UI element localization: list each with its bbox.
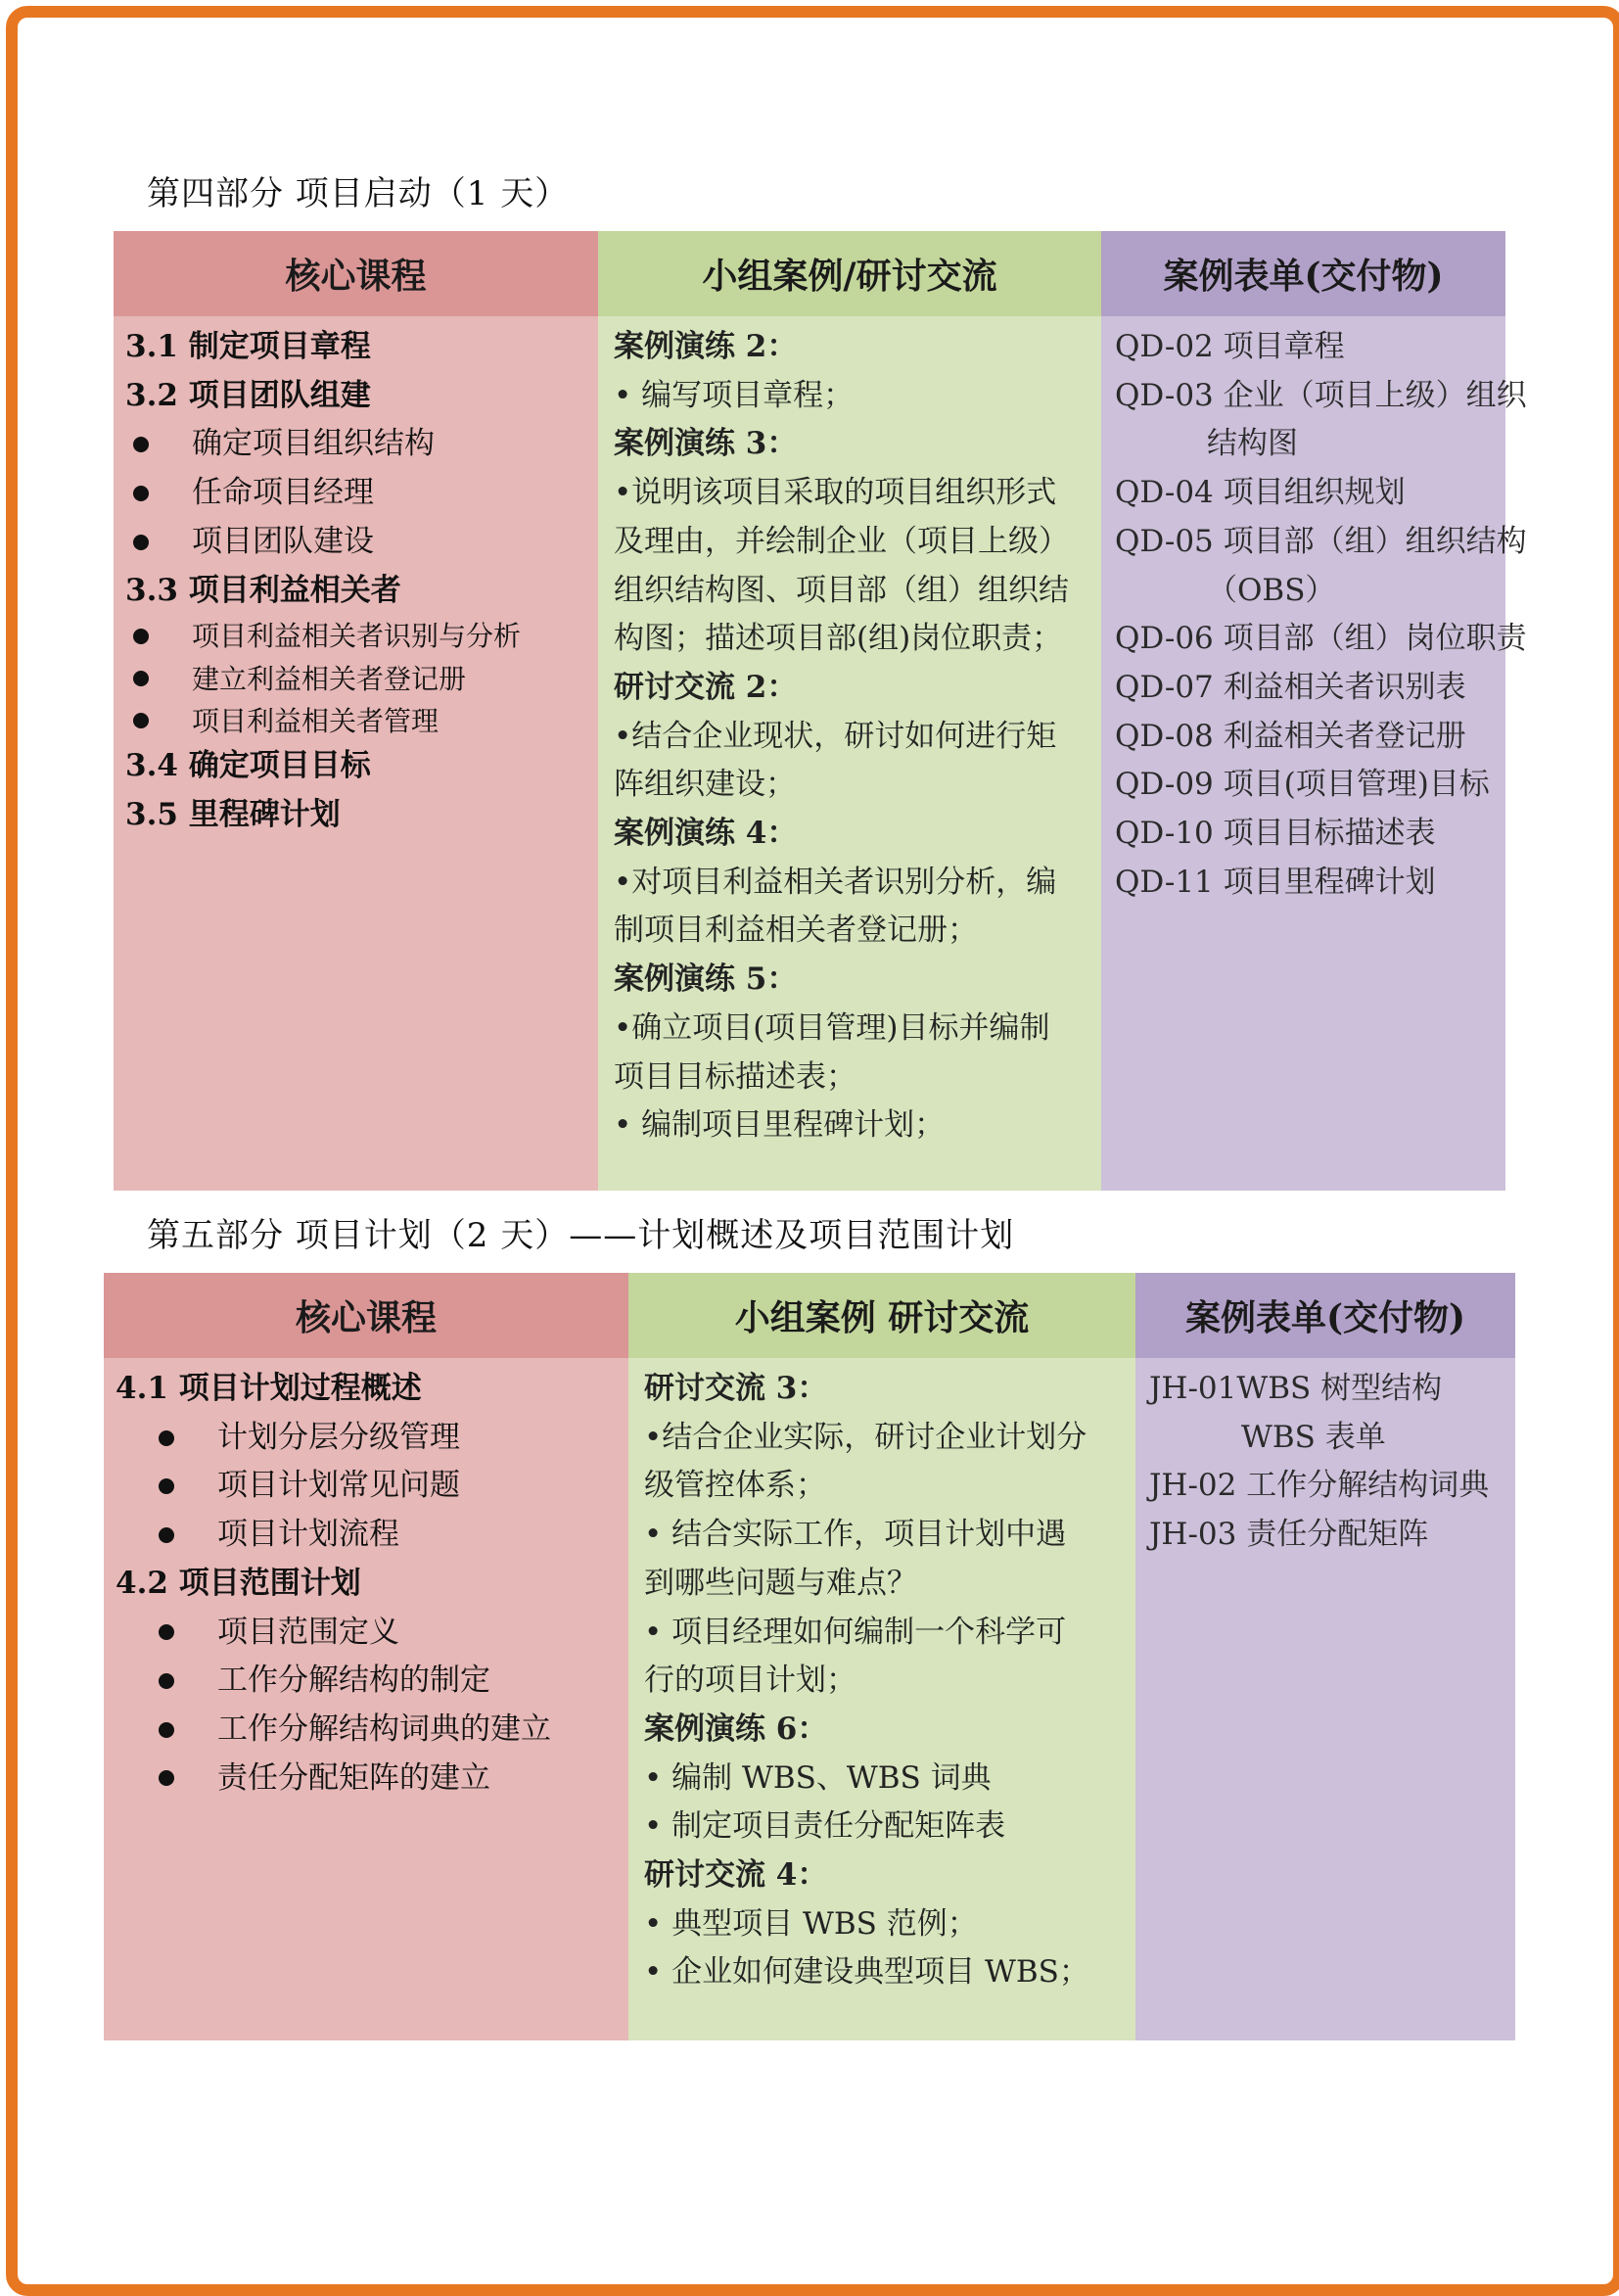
case-text-line: • 典型项目 WBS 范例； (644, 1905, 978, 1942)
case-text-line: 构图；描述项目部(组)岗位职责； (614, 621, 1063, 657)
bullet-dot-icon (159, 1673, 174, 1689)
case-text-line: 行的项目计划； (644, 1663, 856, 1699)
core-bullet-label: 项目计划常见问题 (217, 1468, 460, 1504)
core-topic-heading: 3.1 制定项目章程 (125, 329, 371, 364)
bullet-dot-icon (133, 535, 149, 550)
section5-case-header: 小组案例 研讨交流 (628, 1273, 1135, 1358)
section4-case-header: 小组案例/研讨交流 (598, 231, 1101, 316)
section4-deliverable-header: 案例表单(交付物) (1101, 231, 1505, 316)
section5-case-body (628, 1358, 1135, 2040)
core-bullet-item (125, 469, 586, 518)
core-bullet-item (116, 1755, 617, 1804)
core-bullet-label: 计划分层分级管理 (217, 1419, 460, 1455)
deliverable-item: QD-08 利益相关者登记册 (1115, 718, 1466, 754)
section4-deliverable-body (1101, 316, 1527, 1191)
core-bullet-item (116, 1414, 617, 1463)
deliverable-item: QD-05 项目部（组）组织结构 (1115, 523, 1527, 559)
case-text-line: • 项目经理如何编制一个科学可 (644, 1614, 1067, 1650)
case-text-line: 组织结构图、项目部（组）组织结 (614, 572, 1069, 608)
case-text-line: 到哪些问题与难点？ (644, 1565, 917, 1601)
section5-table (104, 1273, 1515, 2040)
core-bullet-label: 工作分解结构词典的建立 (217, 1710, 551, 1747)
case-heading: 案例演练 3： (614, 426, 798, 462)
deliverable-item: QD-03 企业（项目上级）组织 (1115, 377, 1527, 413)
section5-deliverable-column (1135, 1273, 1515, 2040)
core-bullet-label: 建立利益相关者登记册 (192, 662, 467, 695)
core-bullet-item (125, 518, 586, 567)
section4-title: 第四部分 项目启动（1 天） (147, 174, 570, 213)
core-topic-heading: 3.4 确定项目目标 (125, 748, 371, 784)
case-text-line: • 企业如何建设典型项目 WBS； (644, 1954, 1089, 1991)
case-text-line: •对项目利益相关者识别分析，编 (614, 864, 1057, 900)
case-text-line: • 结合实际工作，项目计划中遇 (644, 1517, 1067, 1553)
core-topic-heading: 3.3 项目利益相关者 (125, 572, 401, 608)
deliverable-item: QD-04 项目组织规划 (1115, 475, 1406, 511)
core-bullet-item (125, 420, 586, 469)
bullet-dot-icon (133, 486, 149, 501)
bullet-dot-icon (133, 437, 149, 452)
section5-title: 第五部分 项目计划（2 天）——计划概述及项目范围计划 (147, 1216, 1015, 1255)
core-bullet-item (125, 615, 586, 657)
section4-deliverable-column (1101, 231, 1527, 1191)
case-heading: 案例演练 5： (614, 961, 798, 998)
core-bullet-item (116, 1511, 617, 1560)
deliverable-item: JH-03 责任分配矩阵 (1149, 1517, 1429, 1553)
case-text-line: 制项目利益相关者登记册； (614, 913, 978, 949)
section4-table (114, 231, 1527, 1191)
bullet-dot-icon (133, 713, 149, 728)
case-text-line: • 编制 WBS、WBS 词典 (644, 1759, 992, 1796)
core-bullet-label: 项目范围定义 (217, 1614, 399, 1650)
case-text-line: 级管控体系； (644, 1468, 826, 1504)
case-heading: 案例演练 6： (644, 1710, 828, 1747)
deliverable-item: JH-02 工作分解结构词典 (1149, 1468, 1490, 1504)
core-bullet-label: 确定项目组织结构 (192, 426, 435, 462)
deliverable-item: QD-06 项目部（组）岗位职责 (1115, 621, 1527, 657)
deliverable-item: QD-09 项目(项目管理)目标 (1115, 767, 1490, 803)
case-text-line: • 编写项目章程； (614, 377, 855, 413)
case-text-line: 项目目标描述表； (614, 1058, 856, 1095)
case-heading: 研讨交流 3： (644, 1371, 828, 1406)
deliverable-item: 结构图 (1207, 426, 1298, 462)
section4-core-body (114, 316, 598, 1191)
core-bullet-label: 工作分解结构的制定 (217, 1663, 490, 1699)
section4-core-column (114, 231, 598, 1191)
section4-case-body (598, 316, 1101, 1191)
section5-core-column (104, 1273, 628, 2040)
case-heading: 研讨交流 4： (644, 1857, 828, 1894)
core-bullet-item (116, 1706, 617, 1755)
bullet-dot-icon (133, 671, 149, 686)
case-text-line: 及理由，并绘制企业（项目上级） (614, 523, 1069, 559)
core-bullet-item (116, 1657, 617, 1706)
core-bullet-label: 项目利益相关者管理 (192, 704, 439, 737)
core-topic-heading: 3.5 里程碑计划 (125, 796, 341, 832)
deliverable-item: WBS 表单 (1241, 1419, 1386, 1455)
bullet-dot-icon (159, 1478, 174, 1494)
deliverable-item: QD-02 项目章程 (1115, 329, 1345, 364)
case-text-line: • 制定项目责任分配矩阵表 (644, 1808, 1006, 1845)
bullet-dot-icon (159, 1722, 174, 1738)
deliverable-item: （OBS） (1207, 572, 1336, 608)
case-text-line: 阵组织建设； (614, 767, 796, 803)
case-text-line: •结合企业实际，研讨企业计划分 (644, 1419, 1087, 1455)
section5-core-body (104, 1358, 628, 2040)
core-bullet-label: 项目团队建设 (192, 523, 374, 559)
core-bullet-label: 项目计划流程 (217, 1517, 399, 1553)
core-topic-heading: 4.1 项目计划过程概述 (116, 1371, 422, 1406)
section4-case-column (598, 231, 1101, 1191)
section4-core-header: 核心课程 (114, 231, 598, 316)
bullet-dot-icon (159, 1527, 174, 1543)
bullet-dot-icon (159, 1624, 174, 1640)
deliverable-item: QD-11 项目里程碑计划 (1115, 864, 1436, 900)
case-text-line: • 编制项目里程碑计划； (614, 1107, 946, 1144)
case-text-line: •说明该项目采取的项目组织形式 (614, 475, 1057, 511)
core-topic-heading: 3.2 项目团队组建 (125, 377, 371, 413)
case-text-line: •结合企业现状，研讨如何进行矩 (614, 718, 1057, 754)
core-bullet-label: 项目利益相关者识别与分析 (192, 620, 522, 653)
core-bullet-item (116, 1609, 617, 1658)
deliverable-item: QD-07 利益相关者识别表 (1115, 669, 1466, 705)
core-bullet-item (125, 700, 586, 742)
case-heading: 案例演练 4： (614, 816, 798, 852)
bullet-dot-icon (133, 629, 149, 644)
core-bullet-item (125, 658, 586, 700)
case-text-line: •确立项目(项目管理)目标并编制 (614, 1009, 1050, 1046)
deliverable-item: JH-01WBS 树型结构 (1149, 1371, 1443, 1406)
core-bullet-item (116, 1462, 617, 1511)
deliverable-item: QD-10 项目目标描述表 (1115, 816, 1436, 852)
core-bullet-label: 任命项目经理 (192, 475, 374, 511)
section5-deliverable-body (1135, 1358, 1515, 2040)
core-topic-heading: 4.2 项目范围计划 (116, 1565, 361, 1601)
bullet-dot-icon (159, 1430, 174, 1446)
bullet-dot-icon (159, 1770, 174, 1786)
case-heading: 研讨交流 2： (614, 669, 798, 705)
core-bullet-label: 责任分配矩阵的建立 (217, 1759, 490, 1796)
section5-deliverable-header: 案例表单(交付物) (1135, 1273, 1515, 1358)
section5-core-header: 核心课程 (104, 1273, 628, 1358)
section5-case-column (628, 1273, 1135, 2040)
case-heading: 案例演练 2： (614, 329, 798, 364)
